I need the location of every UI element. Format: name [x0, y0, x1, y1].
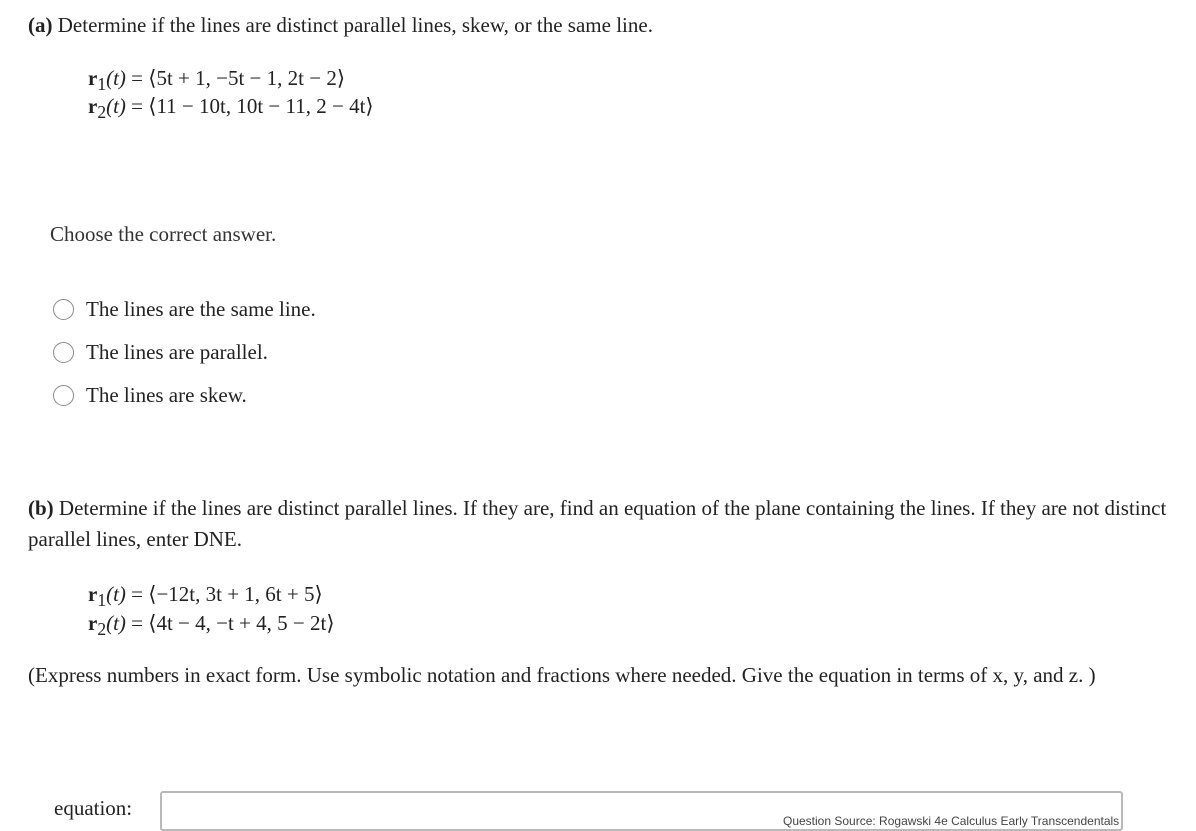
radio-button[interactable]	[53, 299, 74, 320]
vector-subscript: 2	[97, 102, 107, 123]
question-source: Question Source: Rogawski 4e Calculus Early Transcendentals	[783, 814, 1120, 828]
choice-label[interactable]: The lines are parallel.	[86, 339, 268, 364]
part-b-question	[28, 493, 1178, 555]
vector-subscript: 2	[97, 619, 107, 640]
choice-label[interactable]: The lines are skew.	[86, 382, 247, 407]
vector-arg: (t)	[106, 611, 126, 635]
radio-button[interactable]	[53, 342, 74, 363]
choice-same-line[interactable]	[53, 296, 316, 322]
vector-subscript: 1	[97, 74, 107, 95]
part-b-instructions: (Express numbers in exact form. Use symbolic notation and fractions where needed. Give the equation in terms of x, y, and z. )	[28, 663, 1096, 687]
vector-name: r	[88, 66, 98, 90]
vector-arg: (t)	[106, 94, 126, 118]
part-a-text: Determine if the lines are distinct parallel lines, skew, or the same line.	[52, 13, 653, 37]
vector-rhs: = ⟨−12t, 3t + 1, 6t + 5⟩	[125, 582, 323, 606]
choice-skew[interactable]	[53, 382, 247, 408]
vector-name: r	[88, 582, 98, 606]
part-a-label: (a)	[28, 13, 53, 37]
vector-rhs: = ⟨11 − 10t, 10t − 11, 2 − 4t⟩	[125, 94, 374, 118]
part-a-equation-2	[88, 92, 374, 126]
vector-name: r	[88, 611, 98, 635]
choose-prompt: Choose the correct answer.	[50, 222, 277, 246]
vector-name: r	[88, 94, 98, 118]
vector-rhs: = ⟨5t + 1, −5t − 1, 2t − 2⟩	[125, 66, 346, 90]
vector-arg: (t)	[106, 582, 126, 606]
vector-subscript: 1	[97, 590, 107, 611]
part-a-question	[28, 10, 653, 41]
radio-button[interactable]	[53, 385, 74, 406]
vector-rhs: = ⟨4t − 4, −t + 4, 5 − 2t⟩	[125, 611, 335, 635]
part-b-text: Determine if the lines are distinct parallel lines. If they are, find an equation of the plane containing the lines. If they are not distinct parallel lines, enter DNE.	[28, 496, 1167, 551]
equation-label: equation:	[54, 796, 133, 820]
vector-arg: (t)	[106, 66, 126, 90]
part-b-equation-2	[88, 609, 335, 643]
part-b-label: (b)	[28, 496, 54, 520]
choice-parallel[interactable]	[53, 339, 268, 365]
choice-label[interactable]: The lines are the same line.	[86, 296, 316, 321]
